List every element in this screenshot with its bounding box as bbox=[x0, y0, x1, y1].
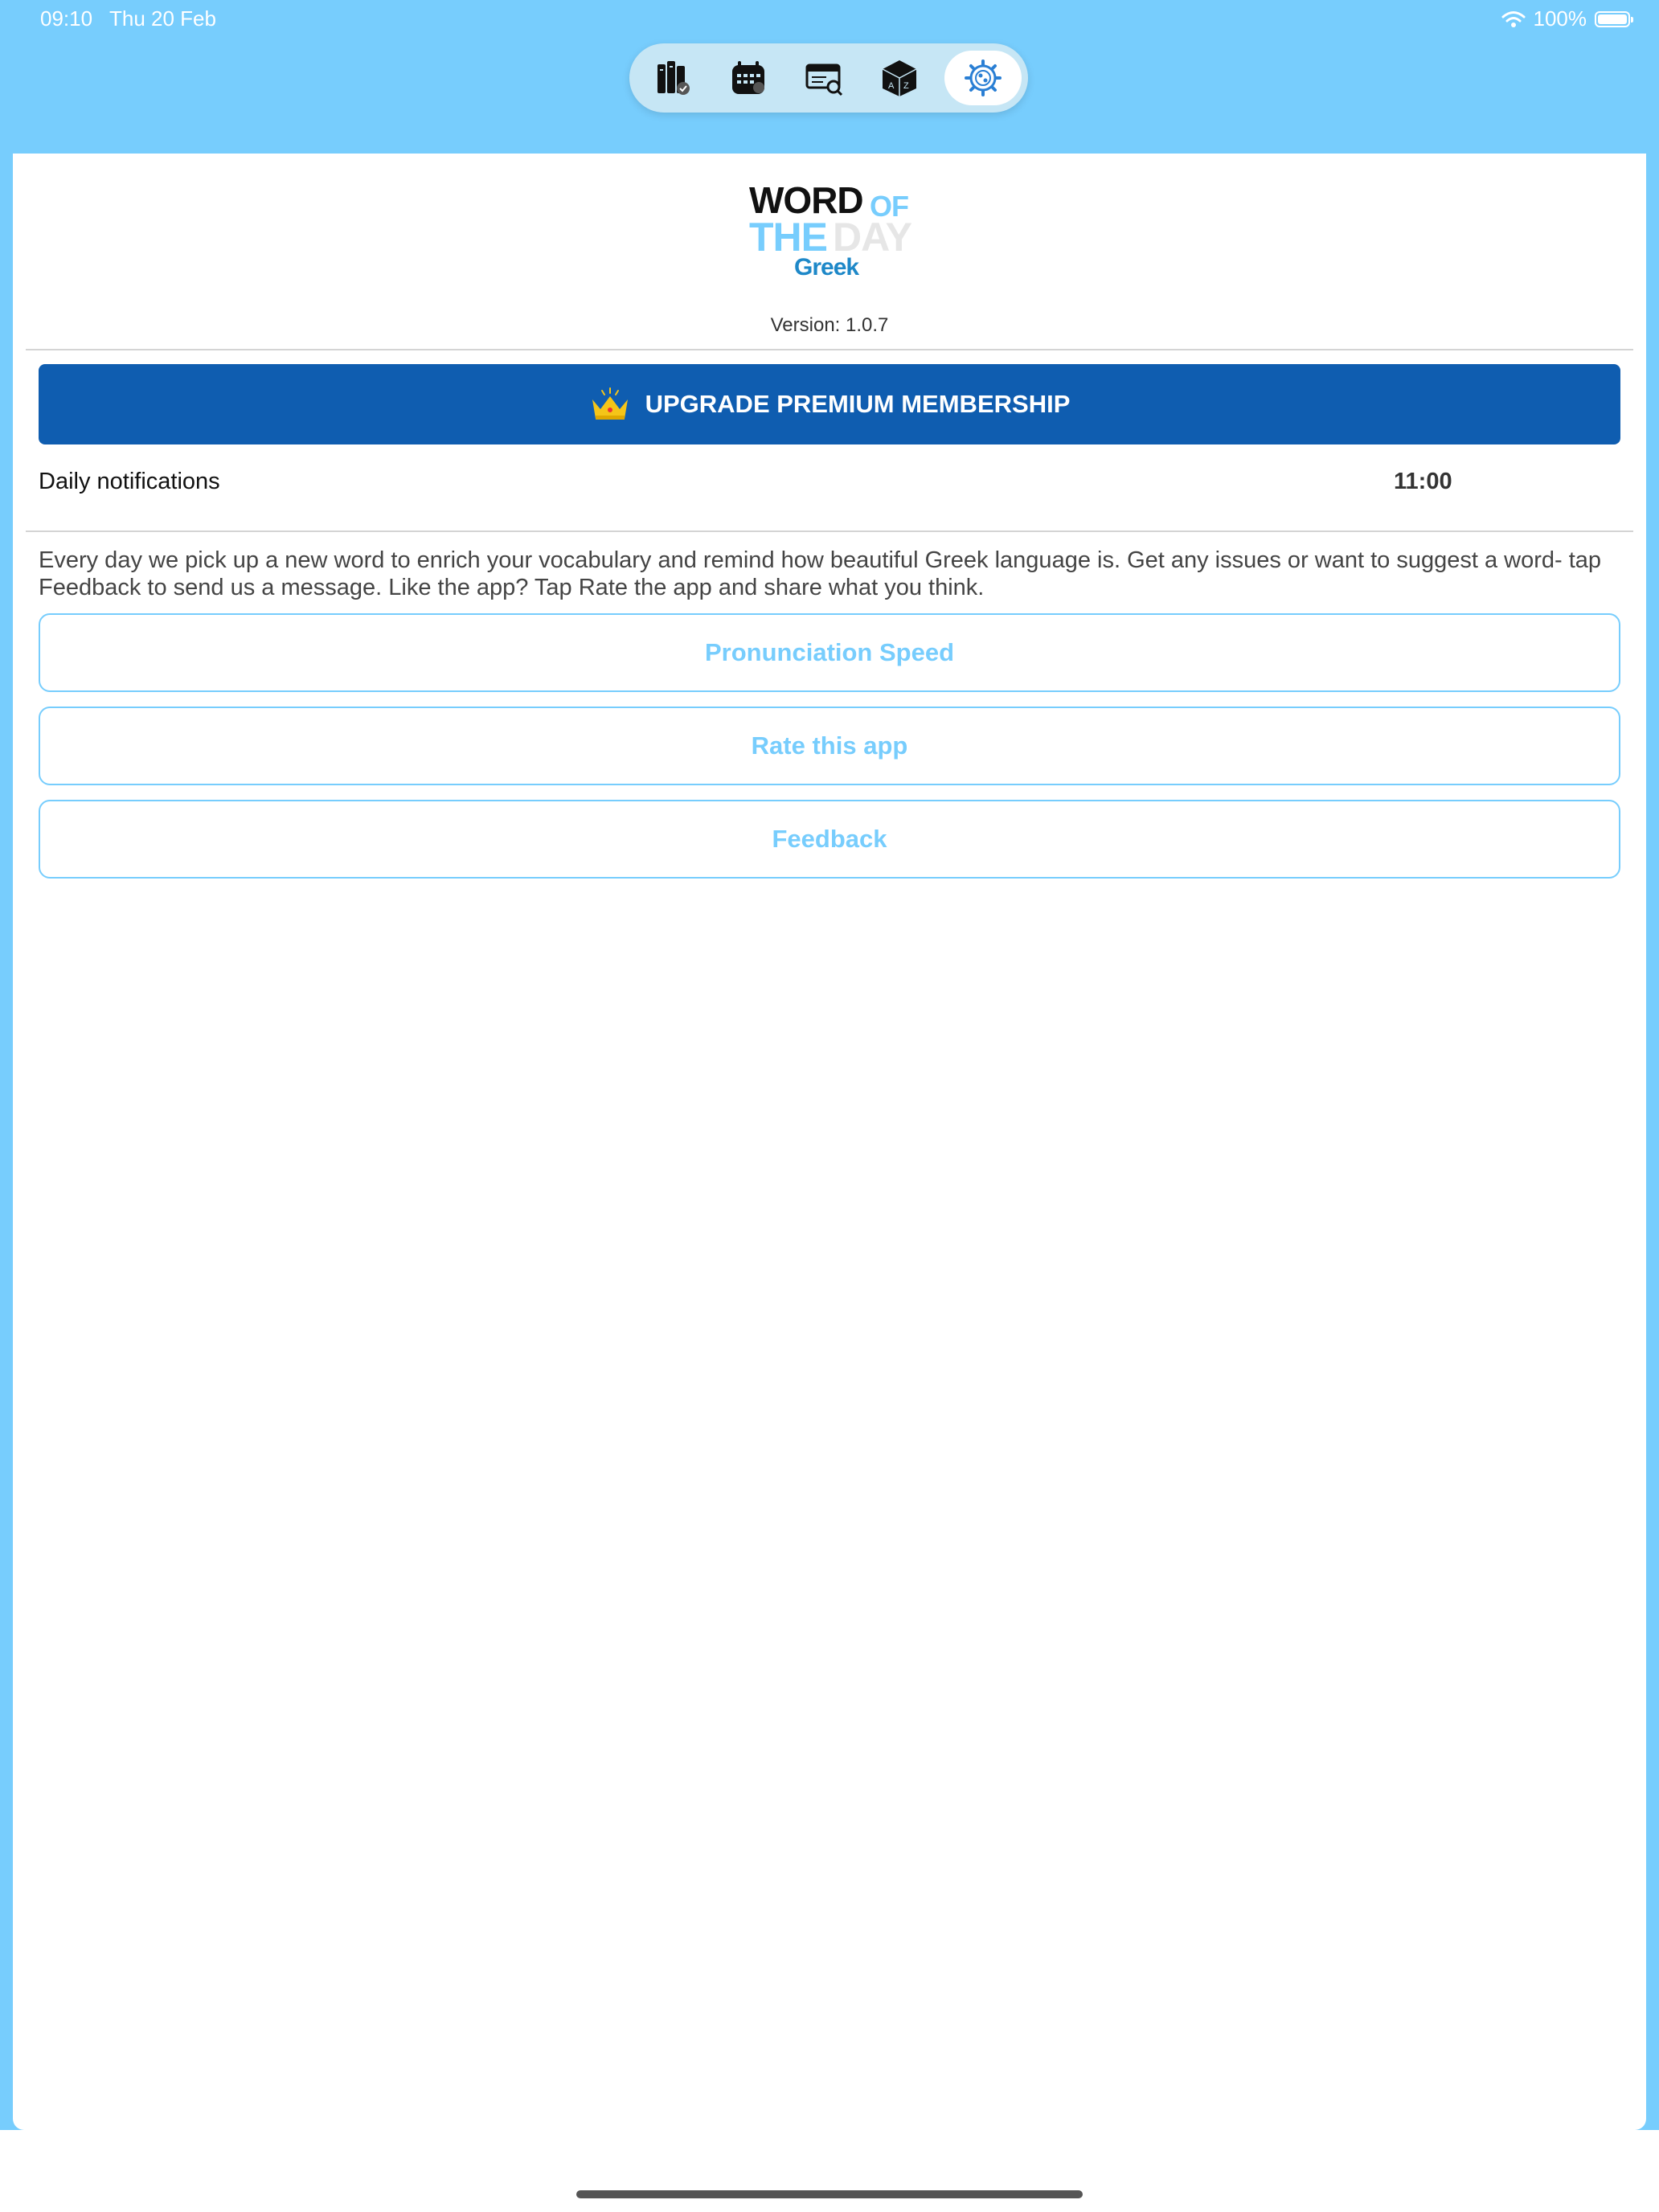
crown-icon bbox=[589, 387, 631, 422]
daily-notifications-label: Daily notifications bbox=[39, 469, 220, 494]
svg-text:Z: Z bbox=[903, 81, 909, 91]
home-indicator bbox=[576, 2190, 1083, 2198]
status-right bbox=[1501, 6, 1631, 31]
notification-time-picker[interactable]: 11:00 bbox=[1394, 469, 1452, 494]
status-date: Thu 20 Feb bbox=[109, 6, 216, 31]
cube-letters-icon bbox=[879, 58, 920, 98]
battery-fill bbox=[1598, 14, 1627, 24]
tab-settings[interactable] bbox=[944, 51, 1022, 105]
browser-search-icon bbox=[804, 58, 844, 98]
divider bbox=[26, 530, 1633, 532]
svg-text:A: A bbox=[888, 81, 895, 91]
upgrade-premium-button[interactable] bbox=[39, 364, 1620, 444]
tab-quiz[interactable] bbox=[872, 51, 927, 105]
logo-language: Greek bbox=[794, 254, 859, 281]
tab-word-list[interactable] bbox=[645, 51, 700, 105]
logo-word: WORD bbox=[749, 179, 863, 221]
app-description: Every day we pick up a new word to enrich your vocabulary and remind how beautiful Greek language is. Get any issues or want to suggest a word- tap Feedback to send us a message. Like the app? Tap Rate the app and share what you think. bbox=[39, 547, 1602, 600]
settings-panel bbox=[13, 154, 1646, 2130]
wifi-icon bbox=[1501, 10, 1526, 28]
app-logo bbox=[735, 178, 911, 283]
divider bbox=[26, 349, 1633, 350]
gear-icon bbox=[963, 58, 1003, 98]
feedback-button[interactable]: Feedback bbox=[39, 800, 1620, 879]
pronunciation-speed-button[interactable]: Pronunciation Speed bbox=[39, 613, 1620, 692]
tab-search[interactable] bbox=[797, 51, 851, 105]
logo-the: THE bbox=[749, 215, 827, 260]
battery-percent: 100% bbox=[1533, 6, 1587, 31]
logo-of: OF bbox=[870, 190, 908, 223]
version-label: Version: 1.0.7 bbox=[770, 314, 889, 336]
logo-day: DAY bbox=[833, 215, 911, 260]
calendar-icon bbox=[728, 58, 768, 98]
books-icon bbox=[653, 58, 693, 98]
rate-app-button[interactable]: Rate this app bbox=[39, 707, 1620, 785]
status-bar bbox=[0, 0, 1659, 39]
status-time: 09:10 bbox=[40, 6, 93, 31]
upgrade-premium-label: UPGRADE PREMIUM MEMBERSHIP bbox=[645, 390, 1071, 418]
tab-calendar[interactable] bbox=[721, 51, 776, 105]
top-tab-bar bbox=[629, 43, 1028, 113]
battery-icon bbox=[1595, 11, 1630, 27]
